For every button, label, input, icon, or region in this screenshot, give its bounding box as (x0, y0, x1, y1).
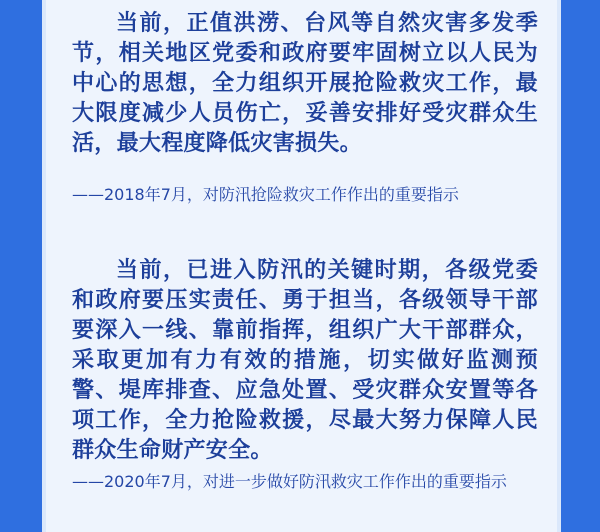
quote-source-2018: ——2018年7月，对防汛抢险救灾工作作出的重要指示 (72, 185, 459, 204)
quote-source-2020: ——2020年7月，对进一步做好防汛救灾工作作出的重要指示 (72, 472, 507, 491)
quote-text-2020: 当前，已进入防汛的关键时期，各级党委和政府要压实责任、勇于担当，各级领导干部要深入一线、靠前指挥，组织广大干部群众，采取更加有力有效的措施，切实做好监测预警、堤库排查、应急处置、受灾群众安置等各项工作，全力抢险救援，尽最大努力保障人民群众生命财产安全。 (72, 258, 538, 463)
quote-text-2018: 当前，正值洪涝、台风等自然灾害多发季节，相关地区党委和政府要牢固树立以人民为中心的思想，全力组织开展抢险救灾工作，最大限度减少人员伤亡，妥善安排好受灾群众生活，最大程度降低灾害损失。 (72, 11, 538, 156)
quote-panel (42, 0, 561, 532)
